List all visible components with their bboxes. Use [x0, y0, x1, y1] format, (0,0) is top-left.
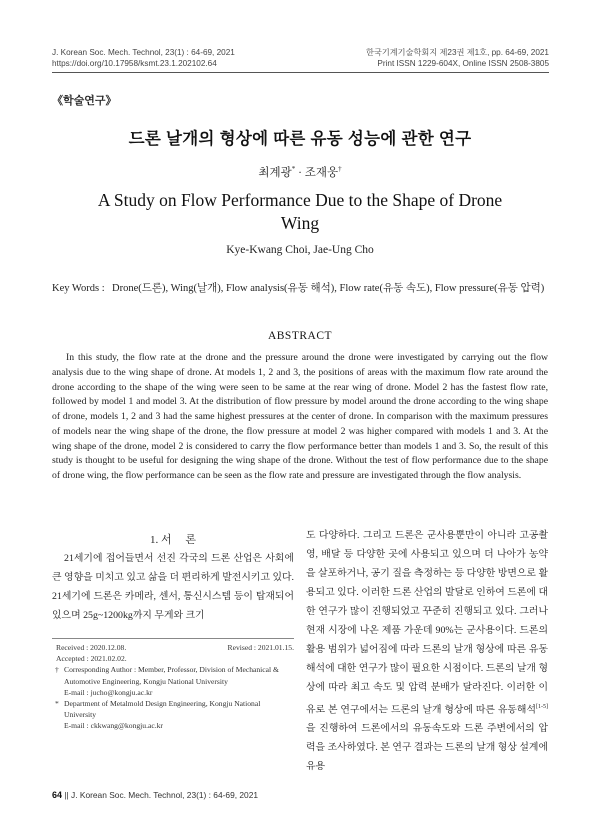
revised-date: Revised : 2021.01.15.	[227, 643, 294, 652]
author-1: 최계광	[258, 167, 292, 179]
corresponding-author-note	[52, 664, 294, 686]
accepted-date: Accepted : 2021.02.02.	[56, 654, 127, 664]
author-separator: ·	[295, 167, 305, 179]
doi-link[interactable]: https://doi.org/10.17958/ksmt.23.1.202102.64	[52, 59, 217, 68]
co-author-text: Department of Metalmold Design Engineering, Kongju National University	[64, 698, 261, 720]
abstract-body: In this study, the flow rate at the drone and the pressure around the drone were investigated by carrying out the flow analysis due to the wing shape of drone. At models 1, 2 and 3, the positions of areas with the maximum flow rate around the drone according to the shape of the wing were seen to be same at the rear wing of drone. Model 2 has the fastest flow rate, followed by model 1 and model 3. At the distribution of flow pressure by model around the drone according to the wing shape of drone, models 1, 2 and 3 had the same highest pressures at the center of drone. In comparison with the maximum pressures of models near the wing shape of the drone, the flow pressure at model 2 was higher compared with models 1 and 3. At the wing shape of the drone, model 2 is considered to carry the flow performance better than models 1 and 3. So, the result of this study is thought to be useful for designing the wing shape of the drone. Without the test of flow performance due to the shape of drone wing, the flow performance can be seen as the flow rate and pressure are investigated through the flow analysis.	[52, 352, 548, 481]
author-1-mark: *	[291, 165, 296, 174]
keywords-label: Key Words :	[52, 283, 105, 294]
title-korean: 드론 날개의 형상에 따른 유동 성능에 관한 연구	[128, 130, 472, 148]
journal-header-left	[52, 47, 235, 69]
page-number: 64	[52, 790, 63, 800]
section-heading-introduction: 1. 서 론	[149, 534, 196, 546]
co-author-note	[52, 698, 294, 720]
reference-citation[interactable]: [1-5]	[536, 703, 548, 710]
keywords-list: Drone(드론), Wing(날개), Flow analysis(유동 해석), Flow rate(유동 속도), Flow pressure(유동 압력)	[112, 283, 545, 294]
journal-citation: J. Korean Soc. Mech. Technol, 23(1) : 64-69, 2021	[52, 48, 235, 57]
footer-citation: || J. Korean Soc. Mech. Technol, 23(1) : 64-69, 2021	[62, 790, 259, 800]
title-english: A Study on Flow Performance Due to the Shape of Drone Wing	[97, 190, 503, 233]
accepted-row	[52, 653, 294, 664]
asterisk-mark: *	[55, 698, 59, 708]
authors-english: Kye-Kwang Choi, Jae-Ung Cho	[226, 244, 374, 256]
abstract-heading: ABSTRACT	[267, 330, 333, 342]
page-footer	[52, 790, 258, 800]
received-revised-row	[52, 642, 294, 653]
author-2-mark: †	[338, 165, 342, 174]
authors-korean	[0, 164, 600, 180]
corresponding-email[interactable]: E-mail : jucho@kongju.ac.kr	[64, 687, 153, 697]
header-rule	[52, 72, 549, 73]
co-author-email[interactable]: E-mail : ckkwang@kongju.ac.kr	[64, 721, 163, 731]
corresponding-author-text: Corresponding Author : Member, Professor, Division of Mechanical & Automotive Engineering, Kongju National University	[64, 665, 279, 686]
dagger-mark: †	[55, 665, 59, 675]
journal-citation-ko: 한국기계기술학회지 제23권 제1호, pp. 64-69, 2021	[366, 48, 549, 57]
intro-right-column	[306, 527, 548, 777]
received-date: Received : 2020.12.08.	[56, 643, 127, 652]
footnotes	[52, 642, 294, 732]
footnote-rule	[52, 638, 294, 639]
issn-info: Print ISSN 1229-604X, Online ISSN 2508-3805	[377, 59, 549, 68]
intro-left-column: 21세기에 접어들면서 선진 각국의 드론 산업은 사회에 큰 영향을 미치고 있고 삶을 더 편리하게 발전시키고 있다. 21세기에 드론은 카메라, 센서, 통신시스템 등이 탑재되어 있으며 25g~1200kg까지 무게와 크기	[52, 553, 294, 621]
journal-header-right	[366, 47, 549, 69]
intro-right-text-b: 을 진행하여 드론에서의 유동속도와 드론 주변에서의 압력을 조사하였다. 본 연구 결과는 드론의 날개 형상 설계에 유용	[306, 722, 548, 772]
article-category: 《학술연구》	[52, 95, 117, 107]
author-2: 조재웅	[304, 167, 339, 179]
intro-right-text-a: 도 다양하다. 그리고 드론은 군사용뿐만이 아니라 고공촬영, 배달 등 다양한 곳에 사용되고 있으며 더 나아가 농약을 살포하거나, 공기 질을 측정하는 등 다양한 방면으로 활용되고 있다. 이러한 드론 산업의 발달로 인하여 드론에 대한 연구가 많이 진행되었고 꾸준히 진행되고 있다. 그러나 현재 시장에 나온 제품 가운데 90%는 군사용이다. 드론의 활용 범위가 넓어짐에 따라 드론의 날개 형상에 따른 유동해석에 대한 연구가 많이 필요한 시점이다. 드론의 날개 형상에 따라 최고 속도 및 압력 분배가 달라진다. 이러한 이유로 본 연구에서는 드론의 날개 형상에 따른 유동해석	[306, 530, 548, 715]
